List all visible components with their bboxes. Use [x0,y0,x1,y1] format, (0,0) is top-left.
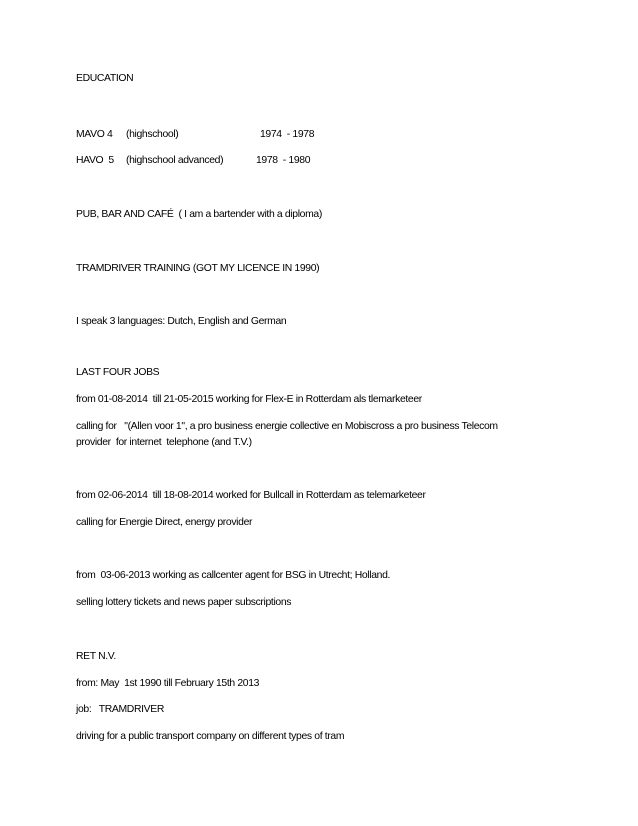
job-3-line-2: selling lottery tickets and news paper subscriptions [76,597,292,608]
education-row-havo [76,154,556,168]
job-1-line-3: provider for internet telephone (and T.V.) [76,437,252,448]
education-level: MAVO 4 [76,129,113,140]
education-years: 1978 - 1980 [256,155,311,166]
education-heading: EDUCATION [76,73,134,84]
job-4-period: from: May 1st 1990 till February 15th 2013 [76,678,260,689]
jobs-heading: LAST FOUR JOBS [76,367,160,378]
job-2-line-1: from 02-06-2014 till 18-08-2014 worked for Bullcall in Rotterdam as telemarketeer [76,490,426,501]
job-4-company: RET N.V. [76,651,116,662]
education-years: 1974 - 1978 [260,129,315,140]
course-tramdriver: TRAMDRIVER TRAINING (GOT MY LICENCE IN 1990) [76,263,320,274]
job-3-line-1: from 03-06-2013 working as callcenter agent for BSG in Utrecht; Holland. [76,570,391,581]
job-4-description: driving for a public transport company on different types of tram [76,731,345,742]
education-row-mavo [76,128,556,142]
job-4-role: job: TRAMDRIVER [76,704,164,715]
job-1-line-1: from 01-08-2014 till 21-05-2015 working for Flex-E in Rotterdam als tlemarketeer [76,394,422,405]
education-description: (highschool advanced) [126,155,224,166]
job-1-line-2: calling for "(Allen voor 1", a pro business energie collective en Mobiscross a pro business Telecom [76,421,498,432]
job-2-line-2: calling for Energie Direct, energy provider [76,517,253,528]
course-bartender: PUB, BAR AND CAFÉ ( I am a bartender with a diploma) [76,209,322,220]
education-level: HAVO 5 [76,155,114,166]
education-description: (highschool) [126,129,179,140]
languages-text: I speak 3 languages: Dutch, English and German [76,316,287,327]
